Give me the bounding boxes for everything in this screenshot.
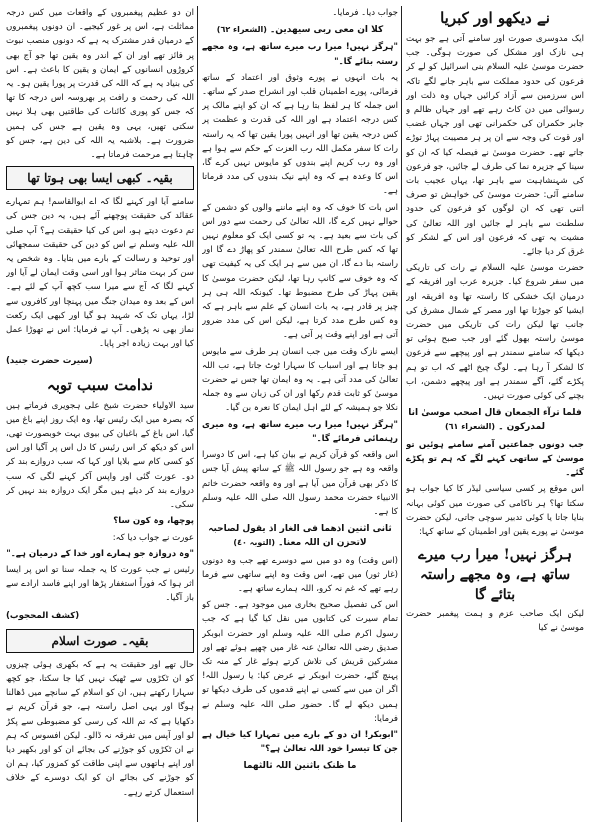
translation: "ابوبکر! ان دو کے بارے میں تمہارا کیا خیال ہے جن کا تیسرا خود اللہ تعالیٰ ہے؟" [202,729,398,755]
translation: "ہرگز نہیں! میرا رب میرے ساتھ ہے، وہ مجھے رستہ بتائے گا۔" [202,42,398,67]
boxed-heading: بقیہ۔ کبھی ایسا بھی ہوتا تھا [6,166,194,190]
paragraph: اس کی تفصیل صحیح بخاری میں موجود ہے۔ جس کو تمام سیرت کی کتابوں میں نقل کیا گیا ہے کہ جب رسول اکرم صلی اللہ علیہ وسلم اور حضرت ابوبکر صدیق رضی اللہ تعالیٰ عنہ غار میں چھپے ہوئے تھے اور مشرکین قریش کی تلاش کرتے ہوئے غار کے منہ تک پہنچ گئے، حضرت ابوبکر نے عرض کیا: یا رسول اللہ! اگر ان میں سے کسی نے اپنے قدموں کی طرف دیکھا تو ہمیں دیکھ لے گا۔ حضور صلی اللہ علیہ وسلم نے فرمایا: [202,600,398,724]
paragraph: حضرت موسیٰ علیہ السلام نے رات کی تاریکی میں سفر شروع کیا۔ جزیرہ عرب اور افریقہ کے درمیان ایک خشکی کا راستہ تھا وہ افریقہ اور ایشیا کو جوڑتا تھا اور مصر کے شمال مشرق کی جانب تھا لیکن رات کی تاریکی میں حضرت موسیٰ راستہ بھول گئے اور جب صبح ہوئی تو دیکھا کہ سامنے سمندر ہے اور پیچھے سے فرعون کا لشکر آ رہا ہے۔ لوگ چیخ اٹھے کہ اب تو ہم پکڑے گئے، آگے سمندر ہے اور پیچھے دشمن، اب بچنے کی کوئی صورت نہیں۔ [406,263,584,402]
column-divider [197,6,198,822]
ayah-arabic: کلا ان معی ربی سیھدین۔ [270,25,384,36]
paragraph: اس بات کا خوف کہ وہ اپنے ماننے والوں کو دشمن کے حوالے نہیں کرے گا، اللہ تعالیٰ کی رحمت سے دور اس کی بات سے بعید ہے۔ یہ تو کسی ایک کو معلوم نہیں تھا کہ کس طرح اللہ تعالیٰ سمندر کو پھاڑ دے گا اور راستہ بنا دے گا، ان میں سے ہر ایک کی یہ کیفیت تھی کہ وہ خوف سے کانپ رہا تھا، لیکن حضرت موسیٰ کا یقین پہاڑ کی طرح مضبوط تھا۔ کیونکہ اللہ ہی ہر چیز پر قادر ہے، یہ بات انسان کے علم سے باہر ہے کہ وہ کس طرح مدد کرتا ہے، لیکن اس کی مدد ضرور آتی ہے اور اپنے وقت پر آتی ہے۔ [202,202,398,341]
column-middle [202,6,398,822]
hadith-text: ما ظنک باثنین اللہ ثالثھما [243,761,357,772]
paragraph: رئیس نے جب عورت کا یہ جملہ سنا تو اس پر ایسا اثر ہوا کہ فوراً استغفار پڑھا اور اپنے فاسد ارادے سے باز آگیا۔ [6,564,194,604]
translation: جب دونوں جماعتیں آمنے سامنے ہوئیں تو موسیٰ کے ساتھی کہنے لگے کہ ہم تو پکڑے گئے۔ [406,439,584,479]
paragraph: اس موقع پر کسی سیاسی لیڈر کا کیا جواب ہو سکتا تھا؟ ہر ناکامی کی صورت میں کوئی بہانہ بنایا جاتا یا کوئی تدبیر سوچی جاتی، لیکن حضرت موسیٰ نے پورے یقین اور اطمینان کے ساتھ کہا: [406,484,584,537]
newspaper-page [6,6,584,822]
ayah-reference: (الشعراء ٦١) [445,422,496,432]
ayah-text [202,522,398,550]
paragraph: لیکن ایک صاحب عزم و ہمت پیغمبر حضرت موسیٰ نے کیا [406,609,584,634]
paragraph: ایک مدوسری صورت اور سامنے آتی ہے جو بہت ہی نازک اور مشکل کی صورت ہوگی۔ جب حضرت موسیٰ علیہ السلام بنی اسرائیل کو لے کر فرعون کی حدود مملکت سے باہر جانے لگے تاکہ اس سرزمین سے آزاد کرائیں جہاں وہ ذلت اور رسوائی میں دن کاٹ رہے تھے اور جہاں ظالم و جابر حکمران کی حکمرانی تھی اور جہاں غضب اور قوت کی وجہ سے ان پر ہر مصیبت پہاڑ توڑے جاتے تھے۔ حضرت موسیٰ نے فیصلہ کیا کہ ان کو سینا کے جزیرہ نما کی طرف لے جائیں، جو فرعون کی شہنشاہیت سے باہر تھا، یہاں عجیب بات سامنے آئی: حضرت موسیٰ کی خواہش تو صرف اتنی تھی کہ ان لوگوں کو فرعون کی حدود سلطنت سے باہر لے جائیں اور اللہ تعالیٰ کی مشیت یہ تھی کہ فرعون اور اس کے لشکر کو غرق کر دیا جائے۔ [406,34,584,258]
ayah-text [202,23,398,37]
quote-line: "وہ دروازہ جو ہمارے اور خدا کے درمیان ہے۔" [6,548,194,559]
paragraph: جواب دیا۔ فرمایا۔ [332,8,398,18]
source-citation: (کشف المحجوب) [6,610,80,621]
paragraph: یہ بات انہوں نے پورے وثوق اور اعتماد کے ساتھ فرمائی، پورے اطمینان قلب اور انشراح صدر کے ساتھ۔ اس جملہ کا ہر لفظ بتا رہا ہے کہ ان کو اپنے مالک پر کس درجہ اعتماد ہے اور اللہ کی قدرت و عظمت پر کس درجہ یقین تھا اور انہیں پورا یقین تھا کہ یہ راستہ رات کا سفر مکمل اللہ رب العزت کے حکم سے ہوا ہے اور وہ رب کریم اپنے بندوں کو مایوس نہیں کرے گا، اس کا وعدہ ہے کہ وہ اپنے نیک بندوں کی مدد فرماتا ہے۔ [202,72,398,197]
paragraph: سامنے آیا اور کہنے لگا کہ اے ابوالقاسم! ہم تمہارے عقائد کی حقیقت پوچھنے آئے ہیں، یہ دین جس کی تم دعوت دیتے ہو، اس کی کیا حقیقت ہے؟ آپ صلی اللہ علیہ وسلم نے اس کو دین کی حقیقت سمجھائی اور توحید و رسالت کے بارے میں بتایا۔ وہ شخص یہ سن کر بہت متاثر ہوا اور اسی وقت ایمان لے آیا اور کہنے لگا کہ آج سے میرا سب کچھ آپ کے لئے ہے۔ اس کے بعد وہ میدان جنگ میں پہنچا اور کافروں سے لڑا، یہاں تک کہ شہید ہو گیا اور کبھی ایک رکعت نماز بھی نہ پڑھی۔ آپ نے فرمایا: اس نے تھوڑا عمل کیا اور بہت زیادہ اجر پایا۔ [6,197,194,350]
paragraph: ایسے نازک وقت میں جب انسان ہر طرف سے مایوس ہو جاتا ہے اور اسباب کا سہارا ٹوٹ جاتا ہے، تب اللہ تعالیٰ کی مدد آتی ہے۔ یہ وہ ایمان تھا جس نے حضرت موسیٰ کو ثابت قدم رکھا اور ان کی زبان سے وہ جملہ نکلا جو ہمیشہ کے لئے اہل ایمان کا نعرہ بن گیا۔ [202,346,398,414]
ayah-reference: (التوبہ ٤٠) [233,538,276,548]
translation: (اس وقت) وہ دو میں سے دوسرے تھے جب وہ دونوں (غار ثور) میں تھے، اس وقت وہ اپنے ساتھی سے فرما رہے تھے کہ غم نہ کرو، اللہ ہمارے ساتھ ہے۔ [202,555,398,594]
translation: "ہرگز نہیں! میرا رب میرے ساتھ ہے، وہ میری رہنمائی فرمائے گا۔" [202,419,398,444]
pull-quote: ہرگز نہیں! میرا رب میرے ساتھ ہے، وہ مجھے راستہ بتائے گا [418,547,572,604]
column-divider [401,6,402,822]
answer-line: عورت نے جواب دیا کہ: [112,532,194,543]
paragraph: اس واقعہ کو قرآن کریم نے بیان کیا ہے، اس کا دوسرا واقعہ وہ ہے جو رسول اللہ ﷺ کے ساتھ پیش آیا جس کا ذکر بھی قرآن میں آیا ہے اور وہ واقعہ حضرت خاتم الانبیاء حضرت محمد رسول اللہ صلی اللہ علیہ وسلم کا ہے۔ [202,450,398,517]
ayah-arabic: فلما ترآء الجمعان قال اصحب موسیٰ انا لمدرکون ۔ [408,408,582,433]
source-citation: (سیرت حضرت جنید) [6,356,93,367]
paragraph: حال تھے اور حقیقت یہ ہے کہ بکھری ہوئی چیزوں کو ان ٹکڑوں سے ٹھیک نہیں کیا جا سکتا، جو کچھ سہارا رکھتے ہیں، ان کو اسلام کے سانچے میں ڈھالنا ہوگا اور یہی اصل راستہ ہے، جو قرآن کریم نے دکھایا ہے کہ تم اللہ کی رسی کو مضبوطی سے پکڑ لو اور آپس میں تفرقہ نہ ڈالو۔ لیکن افسوس کہ ہم نے ان ٹکڑوں کو جوڑنے کی بجائے ان کو اور بکھیر دیا اور اپنے ہاتھوں سے اپنی طاقت کو کمزور کیا، ہم ان کو جوڑنے کی بجائے ان کو ایک دوسرے کے خلاف استعمال کرتے رہے۔ [6,659,194,798]
ayah-arabic: ثانی اثنین اذھما فی الغار اذ یقول لصاحبہ لاتحزن ان اللہ معنا۔ [208,524,392,549]
ayah-reference: (الشعراء ٦٢) [216,25,267,35]
column-right [406,6,584,822]
paragraph: سید الاولیاء حضرت شیخ علی ہجویری فرماتے ہیں کہ بصرہ میں ایک رئیس تھا، وہ ایک روز اپنے باغ میں گیا، اس باغ کے باغبان کی بیوی بہت خوبصورت تھی، اس کو دیکھ کر اس رئیس کا دل اس پر آگیا اور اس کو کسی کام سے بلایا اور کہا کہ سب دروازے بند کر دو۔ عورت گئی اور واپس آکر کہنے لگی کہ سب دروازے بند کر دیئے ہیں مگر ایک دروازہ بند نہیں کر سکی۔ [6,400,194,511]
ayah-text [406,406,584,434]
question-line: پوچھا، وہ کون سا؟ [113,516,194,527]
boxed-heading: بقیہ۔ صورت اسلام [6,629,194,653]
section-heading: ندامت سبب توبہ [46,375,154,394]
paragraph: ان دو عظیم پیغمبروں کے واقعات میں کس درجہ مماثلت ہے، اس پر غور کیجیے۔ ان دونوں پیغمبروں کے درمیان قدر مشترک یہ ہے کہ دونوں منصب نبوت پر فائز تھے اور ان کے اندر وہ یقین تھا جو آج بھی کروڑوں انسانوں کے ایمان و یقین کا باعث ہے۔ اس کی بنیاد یہ ہے کہ اللہ کی قدرت پر پورا یقین ہو۔ یہ اللہ کی رحمت و رافت پر بھروسہ اس درجہ کا تھا کہ جس کو پوری کائنات کی طاقتیں بھی ہلا نہیں سکتی تھیں، یہی وہ یقین ہے جس کی ہمیں ضرورت ہے۔ بلاشبہ یہ اللہ کی دین ہے، جس کو چاہتا ہے مرحمت فرماتا ہے۔ [6,8,194,161]
column-left [6,6,194,822]
section-heading: نے دیکھو اور کبریا [440,9,550,27]
